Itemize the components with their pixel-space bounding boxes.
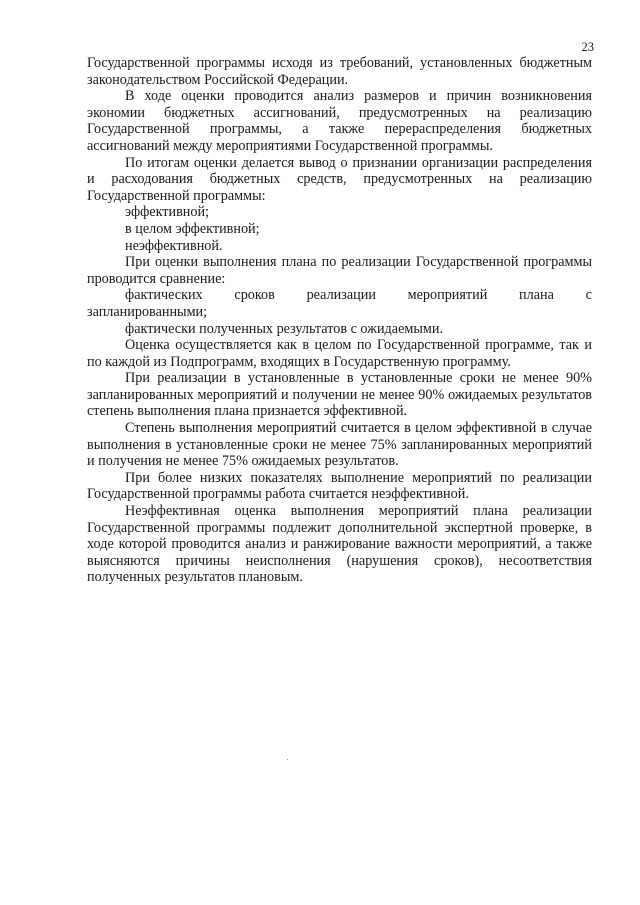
word: мероприятий [407,287,488,304]
paragraph-scope: Оценка осуществляется как в целом по Государственной программе, так и по каждой из Подпрограмм, входящих в Государственную программу. [87,337,592,370]
list-item-deadlines-continuation: запланированными; [87,303,208,320]
list-item-ineffective: неэффективной. [125,237,223,254]
list-item-results: фактически полученных результатов с ожидаемыми. [125,320,443,337]
list-item-generally-effective: в целом эффективной; [125,220,260,237]
scan-speck [287,759,288,760]
word: с [585,287,592,304]
body-text [87,55,592,586]
word: сроков [234,287,275,304]
list-item-effective: эффективной; [125,204,210,221]
paragraph-savings-analysis: В ходе оценки проводится анализ размеров и причин возникновения экономии бюджетных ассигнований, предусмотренных на реализацию Государственной программы, а также перераспределения бюджетных ассигнований между мероприятиями Государственной программы. [87,88,592,154]
paragraph-lower-indicators: При более низких показателях выполнение мероприятий по реализации Государственной программы работа считается неэффективной. [87,469,592,503]
paragraph-90-percent: При реализации в установленные в установленные сроки не менее 90% запланированных мероприятий и получении не менее 90% ожидаемых результатов степень выполнения плана признается эффективной. [87,370,592,420]
word: реализации [306,287,376,304]
paragraph-plan-comparison: При оценки выполнения плана по реализации Государственной программы проводится сравнение: [87,254,592,287]
word: плана [519,287,554,304]
paragraph-continuation: Государственной программы исходя из требований, установленных бюджетным законодательством Российской Федерации. [87,55,592,88]
page-number: 23 [581,40,594,54]
paragraph-conclusion: По итогам оценки делается вывод о признании организации распределения и расходования бюджетных средств, предусмотренных на реализацию Государственной программы: [87,154,592,204]
word: фактических [125,287,203,304]
list-item-deadlines-line [87,287,592,304]
paragraph-expert-review: Неэффективная оценка выполнения мероприятий плана реализации Государственной программы подлежит дополнительной экспертной проверке, в ходе которой проводится анализ и ранжирование важности мероприятий, а также выясняются причины неисполнения (нарушения сроков), несоответствия полученных результатов плановым. [87,503,592,586]
paragraph-75-percent: Степень выполнения мероприятий считается в целом эффективной в случае выполнения в установленные сроки не менее 75% запланированных мероприятий и получения не менее 75% ожидаемых результатов. [87,420,592,470]
